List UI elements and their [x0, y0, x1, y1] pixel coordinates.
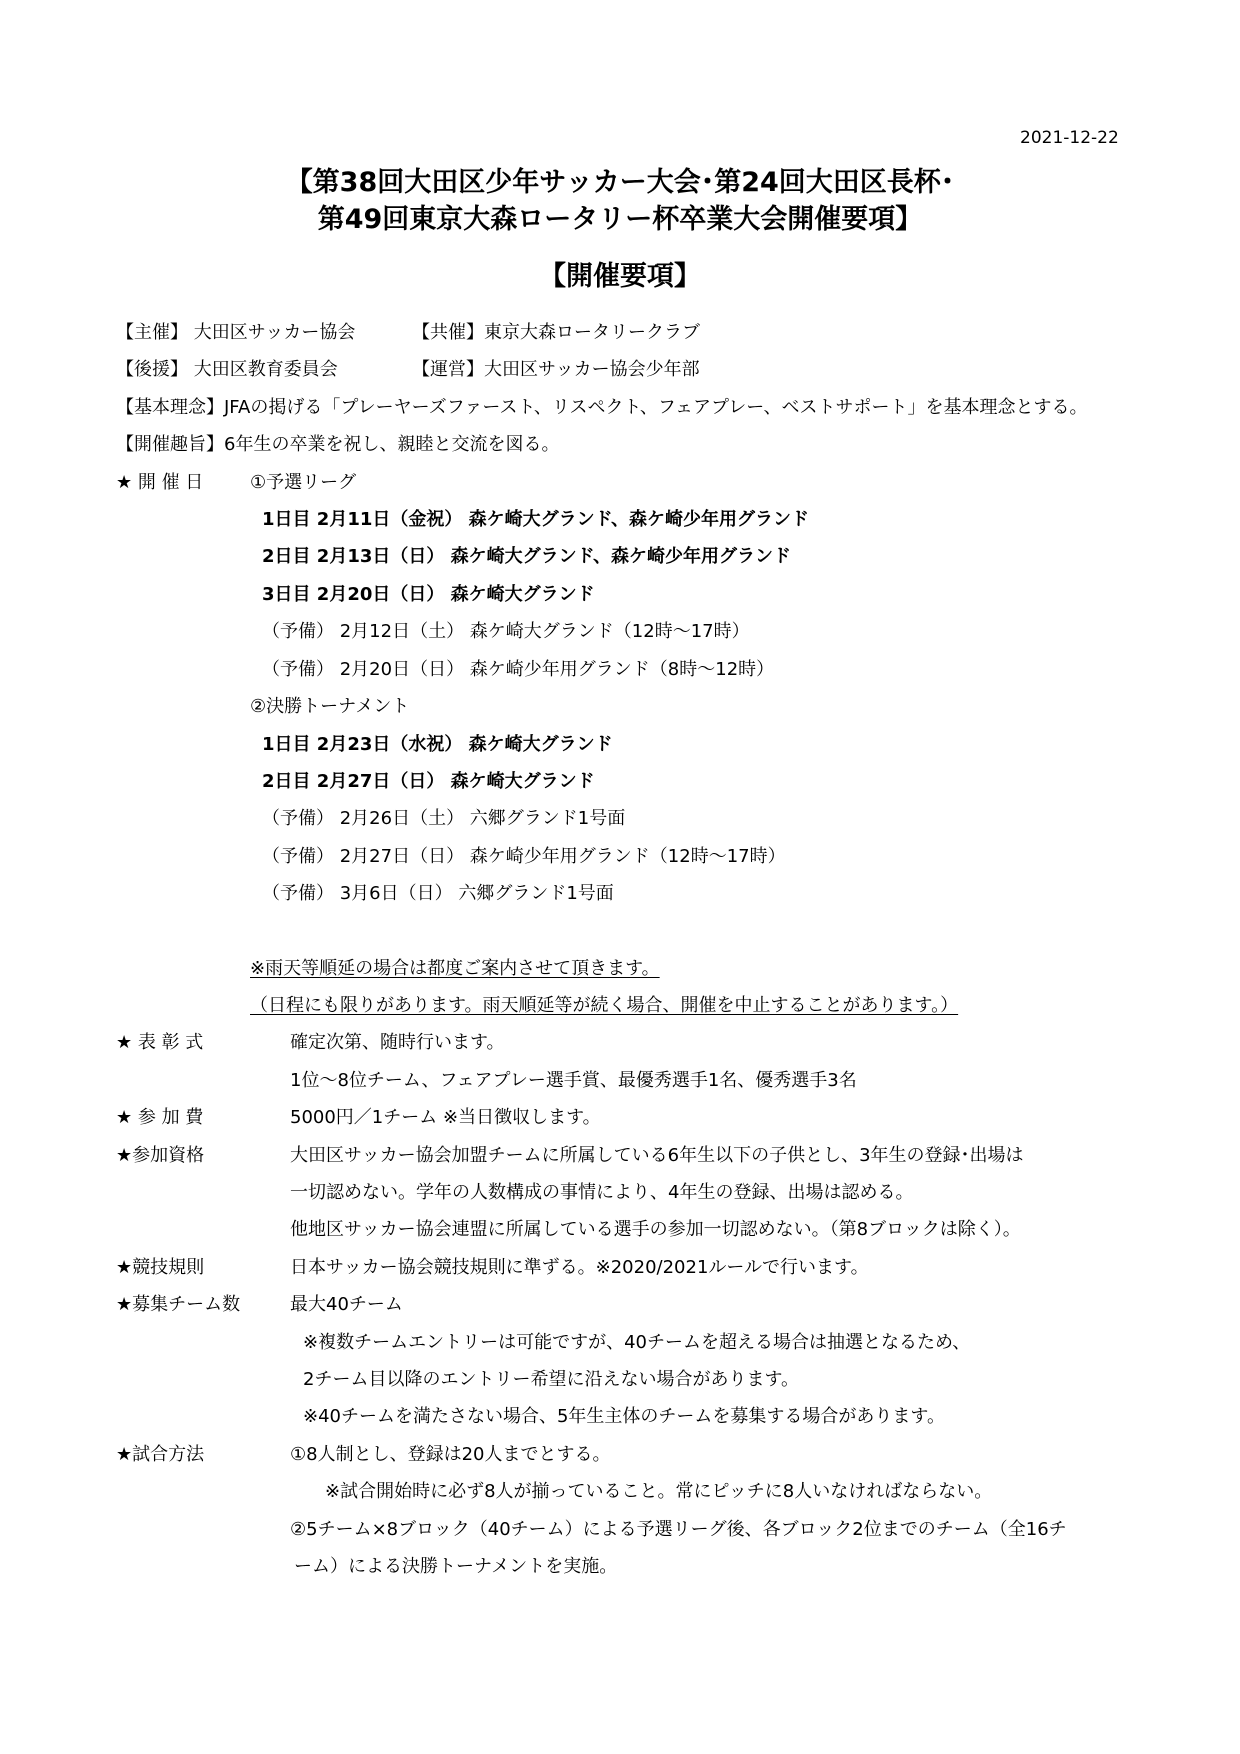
- awards-line-2: 1位～8位チーム、フェアプレー選手賞、最優秀選手1名、優秀選手3名: [290, 1070, 857, 1091]
- format-item-1: ①8人制とし、登録は20人までとする。: [290, 1444, 611, 1465]
- document-subtitle: 【開催要項】: [539, 261, 701, 292]
- format-label: ★試合方法: [116, 1444, 205, 1465]
- teams-value: 最大40チーム: [290, 1294, 403, 1315]
- final-title: ②決勝トーナメント: [250, 696, 410, 717]
- fee-label: ★ 参 加 費: [116, 1107, 204, 1128]
- final-day-2: 2日目 2月27日（日） 森ケ崎大グランド: [262, 771, 595, 792]
- teams-label: ★募集チーム数: [116, 1294, 241, 1315]
- final-reserve-1: （予備） 2月26日（土） 六郷グランド1号面: [262, 808, 626, 829]
- eligibility-line-1: 大田区サッカー協会加盟チームに所属している6年生以下の子供とし、3年生の登録･出場は: [290, 1145, 1024, 1166]
- document-date: 2021-12-22: [1020, 128, 1119, 148]
- operation-text: 【運営】大田区サッカー協会少年部: [412, 359, 700, 380]
- rain-note-2: （日程にも限りがあります。雨天順延等が続く場合、開催を中止することがあります。）: [250, 995, 959, 1016]
- final-day-1: 1日目 2月23日（水祝） 森ケ崎大グランド: [262, 734, 613, 755]
- schedule-label: ★ 開 催 日: [116, 472, 204, 493]
- teams-note-3: ※40チームを満たさない場合、5年生主体のチームを募集する場合があります。: [303, 1406, 945, 1427]
- league-day-3: 3日目 2月20日（日） 森ケ崎大グランド: [262, 584, 595, 605]
- awards-label: ★ 表 彰 式: [116, 1032, 204, 1053]
- document-title-line2: 第49回東京大森ロータリー杯卒業大会開催要項】: [317, 204, 923, 235]
- final-reserve-2: （予備） 2月27日（日） 森ケ崎少年用グランド（12時～17時）: [262, 846, 786, 867]
- purpose-text: 【開催趣旨】6年生の卒業を祝し、親睦と交流を図る。: [116, 434, 560, 455]
- format-item-2-line-2: ーム）による決勝トーナメントを実施。: [294, 1556, 618, 1577]
- support-text: 【後援】 大田区教育委員会: [116, 359, 338, 380]
- eligibility-line-2: 一切認めない。学年の人数構成の事情により、4年生の登録、出場は認める。: [290, 1182, 914, 1203]
- cohost-text: 【共催】東京大森ロータリークラブ: [412, 322, 700, 343]
- eligibility-line-3: 他地区サッカー協会連盟に所属している選手の参加一切認めない。（第8ブロックは除く）。: [290, 1219, 1021, 1240]
- teams-note-2: 2チーム目以降のエントリー希望に沿えない場合があります。: [303, 1369, 800, 1390]
- teams-note-1: ※複数チームエントリーは可能ですが、40チームを超える場合は抽選となるため、: [303, 1332, 971, 1353]
- rules-value: 日本サッカー協会競技規則に準ずる。※2020/2021ルールで行います。: [290, 1257, 869, 1278]
- rules-label: ★競技規則: [116, 1257, 205, 1278]
- rain-note-1: ※雨天等順延の場合は都度ご案内させて頂きます。: [250, 958, 660, 979]
- philosophy-text: 【基本理念】JFAの掲げる「プレーヤーズファースト、リスペクト、フェアプレー、ベストサポート」を基本理念とする。: [116, 397, 1088, 418]
- league-title: ①予選リーグ: [250, 472, 357, 493]
- document-title-line1: 【第38回大田区少年サッカー大会･第24回大田区長杯･: [285, 167, 955, 198]
- awards-line-1: 確定次第、随時行います。: [290, 1032, 505, 1053]
- league-day-1: 1日目 2月11日（金祝） 森ケ崎大グランド、森ケ崎少年用グランド: [262, 509, 810, 530]
- final-reserve-3: （予備） 3月6日（日） 六郷グランド1号面: [262, 883, 614, 904]
- league-reserve-1: （予備） 2月12日（土） 森ケ崎大グランド（12時～17時）: [262, 621, 750, 642]
- league-day-2: 2日目 2月13日（日） 森ケ崎大グランド、森ケ崎少年用グランド: [262, 546, 792, 567]
- format-item-1-note: ※試合開始時に必ず8人が揃っていること。常にピッチに8人いなければならない。: [325, 1481, 993, 1502]
- fee-value: 5000円／1チーム ※当日徴収します。: [290, 1107, 601, 1128]
- league-reserve-2: （予備） 2月20日（日） 森ケ崎少年用グランド（8時～12時）: [262, 659, 775, 680]
- eligibility-label: ★参加資格: [116, 1145, 205, 1166]
- host-text: 【主催】 大田区サッカー協会: [116, 322, 356, 343]
- format-item-2-line-1: ②5チーム×8ブロック（40チーム）による予選リーグ後、各ブロック2位までのチーム（全16チ: [290, 1519, 1067, 1540]
